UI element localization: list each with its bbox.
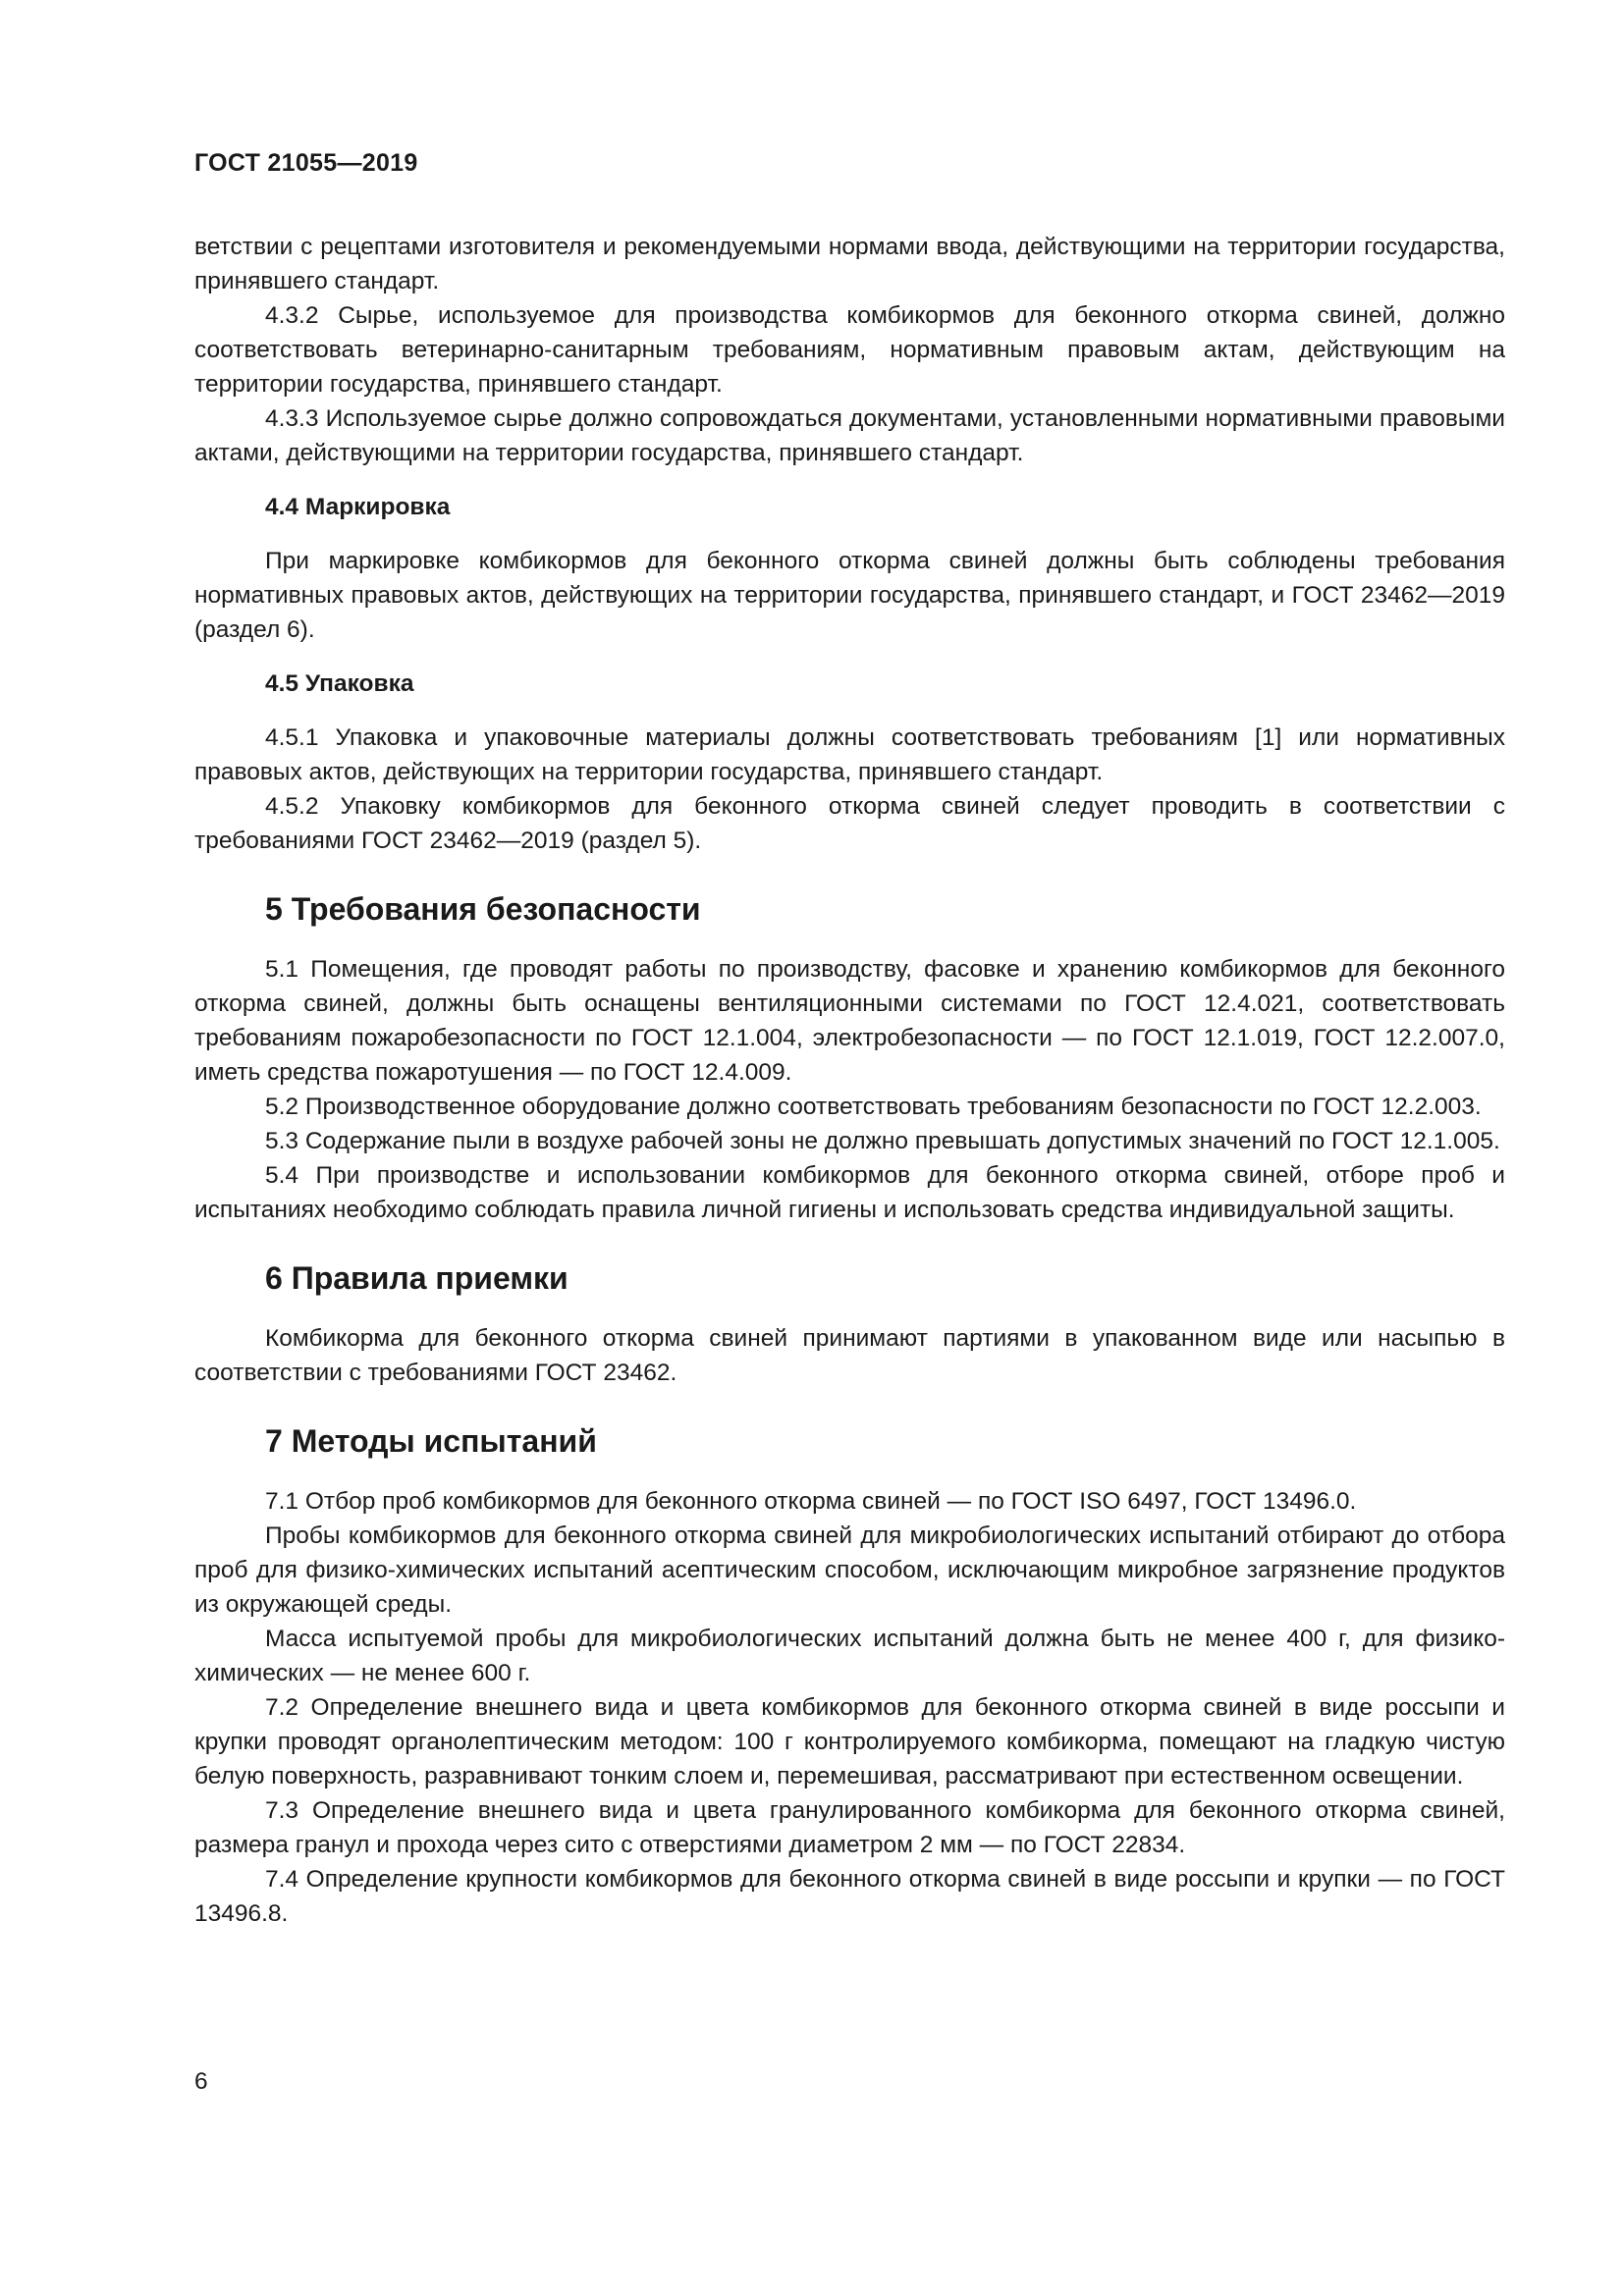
paragraph-continuation: ветствии с рецептами изготовителя и рекомендуемыми нормами ввода, действующими на территории государства, принявшего стандарт. [194,234,1505,294]
section-heading-7: 7 Методы испытаний [265,1423,597,1459]
paragraph-7-4: 7.4 Определение крупности комбикормов для беконного откорма свиней в виде россыпи и крупки — по ГОСТ 13496.8. [194,1866,1505,1927]
subsection-heading-4-5: 4.5 Упаковка [265,670,414,697]
paragraph-4-5-1: 4.5.1 Упаковка и упаковочные материалы должны соответствовать требованиям [1] или нормативных правовых актов, действующих на территории государства, принявшего стандарт. [194,724,1505,785]
paragraph-4-3-3: 4.3.3 Используемое сырье должно сопровождаться документами, установленными нормативными правовыми актами, действующими на территории государства, принявшего стандарт. [194,405,1505,466]
document-page [194,147,1505,1931]
paragraph-5-4: 5.4 При производстве и использовании комбикормов для беконного откорма свиней, отборе проб и испытаниях необходимо соблюдать правила личной гигиены и использовать средства индивидуальной защиты. [194,1162,1505,1223]
document-code-header: ГОСТ 21055—2019 [194,149,418,177]
paragraph-4-4: При маркировке комбикормов для беконного откорма свиней должны быть соблюдены требования нормативных правовых актов, действующих на территории государства, принявшего стандарт, и ГОСТ 23462—2019 (раздел 6). [194,548,1505,643]
paragraph-7-1-sampling: Пробы комбикормов для беконного откорма свиней для микробиологических испытаний отбирают до отбора проб для физико-химических испытаний асептическим способом, исключающим микробное загрязнение продуктов из окружающей среды. [194,1522,1505,1618]
paragraph-7-2: 7.2 Определение внешнего вида и цвета комбикормов для беконного откорма свиней в виде россыпи и крупки проводят органолептическим методом: 100 г контролируемого комбикорма, помещают на гладкую чистую белую поверхность, разравнивают тонким слоем и, перемешивая, рассматривают при естественном освещении. [194,1694,1505,1789]
paragraph-6-1: Комбикорма для беконного откорма свиней принимают партиями в упакованном виде или насыпью в соответствии с требованиями ГОСТ 23462. [194,1325,1505,1386]
paragraph-7-1-mass: Масса испытуемой пробы для микробиологических испытаний должна быть не менее 400 г, для физико-химических — не менее 600 г. [194,1626,1505,1686]
paragraph-4-3-2: 4.3.2 Сырье, используемое для производства комбикормов для беконного откорма свиней, должно соответствовать ветеринарно-санитарным требованиям, нормативным правовым актам, действующим на территории государства, принявшего стандарт. [194,302,1505,398]
paragraph-7-3: 7.3 Определение внешнего вида и цвета гранулированного комбикорма для беконного откорма свиней, размера гранул и прохода через сито с отверстиями диаметром 2 мм — по ГОСТ 22834. [194,1797,1505,1858]
paragraph-5-2: 5.2 Производственное оборудование должно соответствовать требованиям безопасности по ГОСТ 12.2.003. [265,1094,1482,1120]
paragraph-7-1: 7.1 Отбор проб комбикормов для беконного откорма свиней — по ГОСТ ISO 6497, ГОСТ 13496.0. [265,1488,1357,1515]
page-number: 6 [194,2068,208,2095]
section-heading-6: 6 Правила приемки [265,1260,568,1296]
paragraph-5-3: 5.3 Содержание пыли в воздухе рабочей зоны не должно превышать допустимых значений по ГОСТ 12.1.005. [265,1128,1500,1154]
paragraph-5-1: 5.1 Помещения, где проводят работы по производству, фасовке и хранению комбикормов для беконного откорма свиней, должны быть оснащены вентиляционными системами по ГОСТ 12.4.021, соответствовать требованиям пожаробезопасности по ГОСТ 12.1.004, электробезопасности — по ГОСТ 12.1.019, ГОСТ 12.2.007.0, иметь средства пожаротушения — по ГОСТ 12.4.009. [194,956,1505,1086]
paragraph-4-5-2: 4.5.2 Упаковку комбикормов для беконного откорма свиней следует проводить в соответствии с требованиями ГОСТ 23462—2019 (раздел 5). [194,793,1505,854]
subsection-heading-4-4: 4.4 Маркировка [265,494,451,520]
section-heading-5: 5 Требования безопасности [265,891,701,927]
